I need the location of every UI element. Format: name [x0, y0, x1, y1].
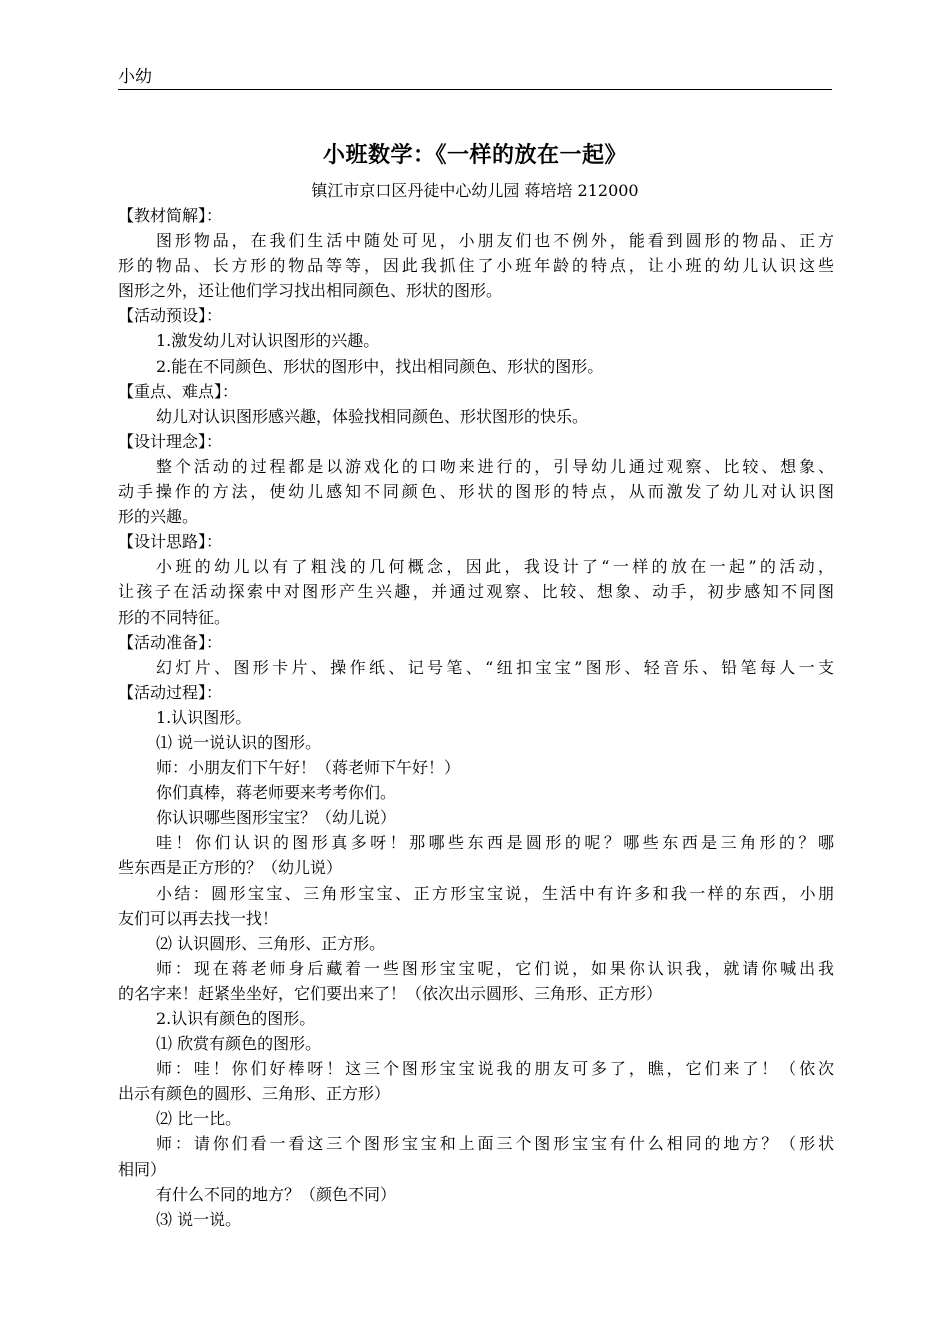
paragraph-line: 师：哇！你们好棒呀！这三个图形宝宝说我的朋友可多了，瞧，它们来了！（依次: [156, 1059, 834, 1079]
section-heading: 【教材简解】：: [118, 206, 223, 225]
paragraph-line: ⑵ 比一比。: [156, 1109, 242, 1129]
section-heading: 【设计思路】：: [118, 532, 223, 552]
paragraph-line: 2.认识有颜色的图形。: [156, 1009, 316, 1028]
paragraph-line: 些东西是正方形的？（幼儿说）: [118, 858, 343, 878]
paragraph-line: ⑴ 说一说认识的图形。: [156, 732, 322, 752]
paragraph-line: 形的兴趣。: [118, 507, 199, 527]
page-header: 小幼: [118, 66, 832, 90]
document-body: [118, 203, 834, 1232]
paragraph-line: 幻灯片、图形卡片、操作纸、记号笔、“纽扣宝宝”图形、轻音乐、铅笔每人一支: [156, 657, 834, 677]
paragraph-line: 小结：圆形宝宝、三角形宝宝、正方形宝宝说，生活中有许多和我一样的东西，小朋: [156, 883, 834, 903]
section-heading: 【活动过程】：: [118, 682, 223, 702]
paragraph-line: 相同）: [118, 1159, 167, 1179]
section-heading: 【活动准备】：: [118, 632, 223, 652]
paragraph-line: 形的物品、长方形的物品等等，因此我抓住了小班年龄的特点，让小班的幼儿认识这些: [118, 256, 834, 276]
paragraph-line: 师：现在蒋老师身后藏着一些图形宝宝呢，它们说，如果你认识我，就请你喊出我: [156, 958, 834, 978]
paragraph-line: 有什么不同的地方？（颜色不同）: [156, 1184, 397, 1204]
paragraph-line: 1.认识图形。: [156, 707, 252, 727]
paragraph-line: 的名字来！赶紧坐坐好，它们要出来了！（依次出示圆形、三角形、正方形）: [118, 983, 663, 1003]
paragraph-line: 师：请你们看一看这三个图形宝宝和上面三个图形宝宝有什么相同的地方？（形状: [156, 1134, 834, 1154]
paragraph-line: 动手操作的方法，使幼儿感知不同颜色、形状的图形的特点，从而激发了幼儿对认识图: [118, 482, 834, 502]
author-line: 镇江市京口区丹徒中心幼儿园 蒋培培 212000: [311, 181, 639, 200]
section-heading: 【重点、难点】：: [118, 381, 239, 401]
paragraph-line: 出示有颜色的圆形、三角形、正方形）: [118, 1084, 391, 1104]
paragraph-line: ⑴ 欣赏有颜色的图形。: [156, 1034, 322, 1054]
paragraph-line: 形的不同特征。: [118, 607, 231, 627]
paragraph-line: 幼儿对认识图形感兴趣，体验找相同颜色、形状图形的快乐。: [156, 406, 589, 426]
paragraph-line: 2.能在不同颜色、形状的图形中，找出相同颜色、形状的图形。: [156, 356, 604, 376]
paragraph-line: 图形物品，在我们生活中随处可见，小朋友们也不例外，能看到圆形的物品、正方: [156, 231, 834, 251]
paragraph-line: 师：小朋友们下午好！（蒋老师下午好！）: [156, 758, 461, 778]
section-heading: 【设计理念】：: [118, 431, 223, 451]
paragraph-line: 友们可以再去找一找！: [118, 908, 279, 928]
section-heading: 【活动预设】：: [118, 306, 223, 326]
paragraph-line: 图形之外，还让他们学习找出相同颜色、形状的图形。: [118, 281, 503, 301]
paragraph-line: 你认识哪些图形宝宝？（幼儿说）: [156, 808, 397, 828]
paragraph-line: 整个活动的过程都是以游戏化的口吻来进行的，引导幼儿通过观察、比较、想象、: [156, 456, 834, 476]
paragraph-line: ⑵ 认识圆形、三角形、正方形。: [156, 933, 386, 953]
paragraph-line: 小班的幼儿以有了粗浅的几何概念，因此，我设计了“一样的放在一起”的活动，: [156, 557, 834, 577]
paragraph-line: ⑶ 说一说。: [156, 1209, 242, 1229]
document-title: 小班数学：《一样的放在一起》: [322, 143, 627, 168]
paragraph-line: 1.激发幼儿对认识图形的兴趣。: [156, 331, 380, 351]
paragraph-line: 你们真棒，蒋老师要来考考你们。: [156, 783, 397, 803]
paragraph-line: 让孩子在活动探索中对图形产生兴趣，并通过观察、比较、想象、动手，初步感知不同图: [118, 582, 834, 602]
paragraph-line: 哇！你们认识的图形真多呀！那哪些东西是圆形的呢？哪些东西是三角形的？哪: [156, 833, 834, 853]
